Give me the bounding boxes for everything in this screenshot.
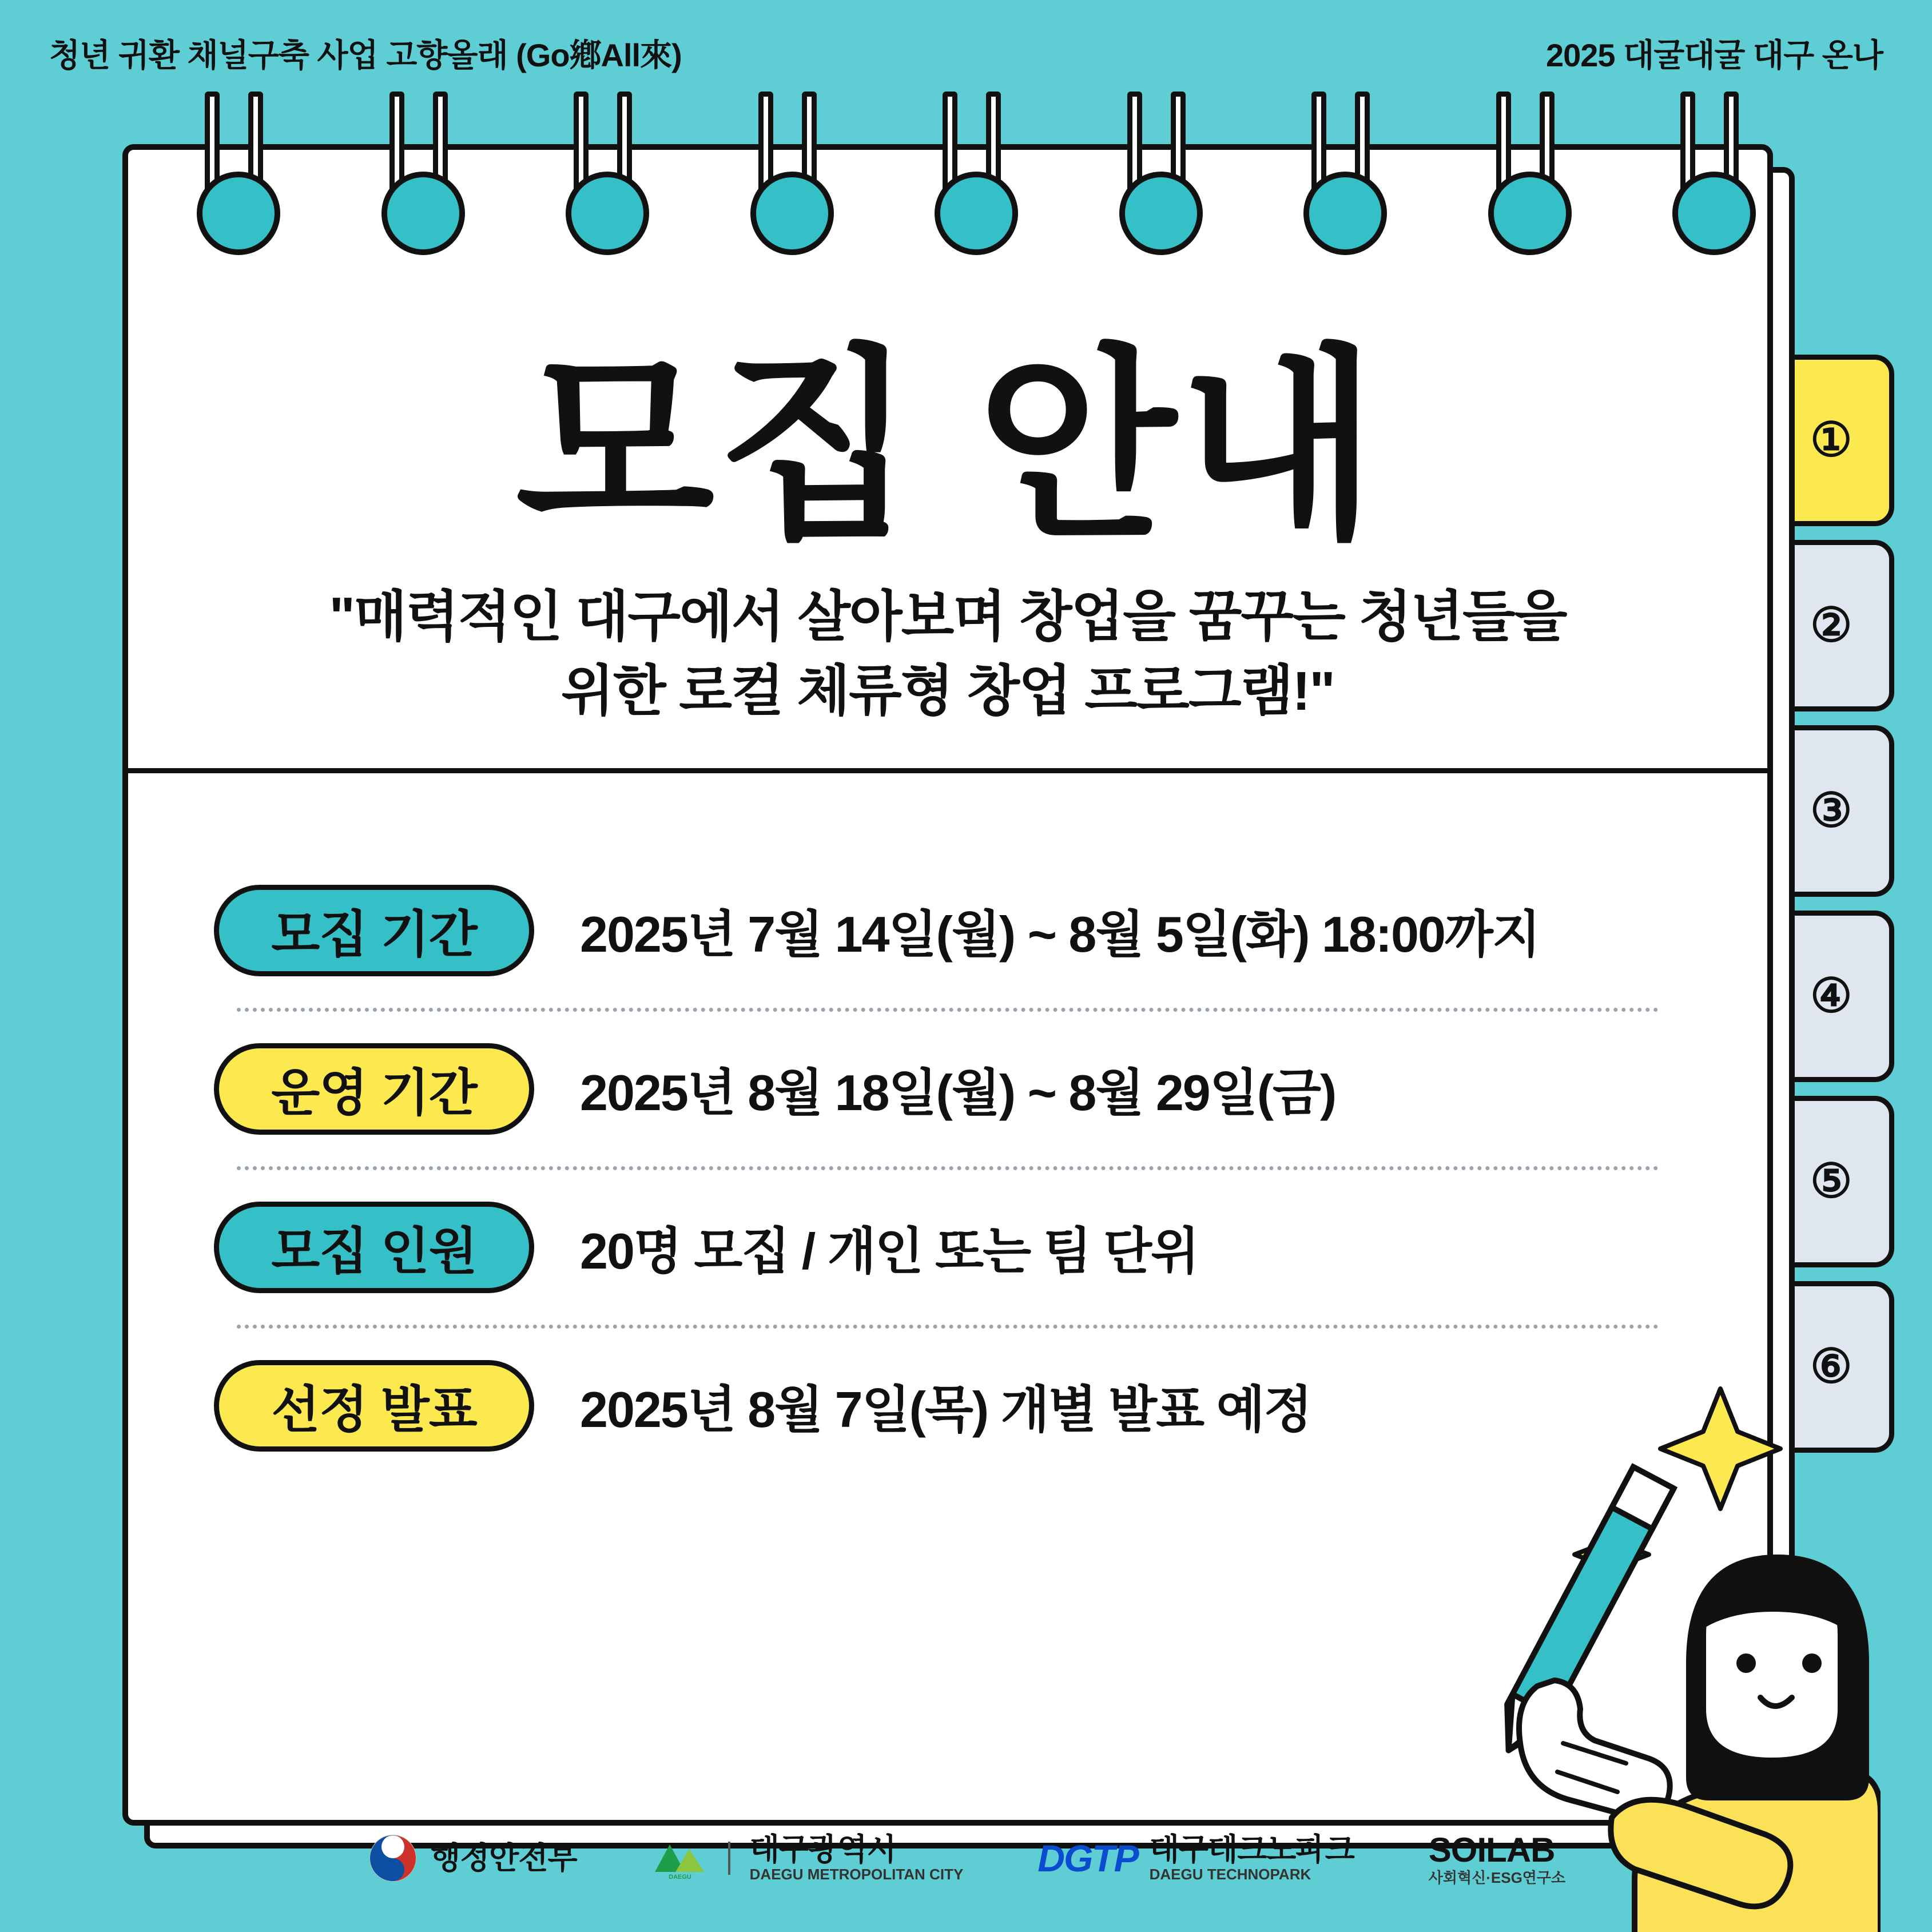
footer-logos [0,1804,1932,1913]
subtitle-line-2: 위한 로컬 체류형 창업 프로그램!" [561,660,1334,722]
row-divider-2 [237,1166,1659,1170]
spiral-ring-icon [1480,92,1577,263]
page-title: 모집 안내 [515,332,1380,562]
tab-page-4-label: ④ [1810,970,1853,1022]
spiral-ring-icon [1111,92,1209,263]
tab-page-5-label: ⑤ [1810,1155,1853,1207]
logo-soilab-wordmark: SOILAB [1428,1831,1555,1870]
daegu-mountain-icon [651,1836,709,1880]
logo-dgtp-wordmark: DGTP [1037,1837,1138,1879]
label-operation-period: 운영 기간 [214,1043,534,1135]
logo-dgtp-label: 대구테크노파크 [1149,1832,1354,1867]
logo-dgtp-sublabel: DAEGU TECHNOPARK [1149,1866,1311,1883]
info-row-announcement [214,1329,1681,1483]
spiral-binding [189,92,1762,275]
logo-daegu-label: 대구광역시 [749,1832,896,1867]
spiral-ring-icon [742,92,840,263]
tab-page-3-label: ③ [1810,785,1853,837]
label-headcount: 모집 인원 [214,1202,534,1293]
spiral-ring-icon [927,92,1024,263]
campaign-title: 2025 대굴대굴 대구 온나 [1545,37,1883,73]
svg-text:DAEGU: DAEGU [668,1874,691,1880]
row-divider-3 [237,1325,1659,1329]
info-list [128,773,1767,1483]
info-row-headcount [214,1170,1681,1325]
logo-mois-label: 행정안전부 [430,1840,577,1875]
spiral-ring-icon [1664,92,1762,263]
logo-daegu-city [651,1834,964,1882]
logo-daegu-sublabel: DAEGU METROPOLITAN CITY [749,1866,964,1883]
value-operation-period: 2025년 8월 18일(월) ~ 8월 29일(금) [580,1064,1336,1122]
info-row-recruit-period [214,853,1681,1008]
notepad-card [122,144,1773,1826]
logo-divider [728,1842,730,1875]
label-recruit-period: 모집 기간 [214,885,534,976]
value-announcement: 2025년 8월 7일(목) 개별 발표 예정 [580,1381,1311,1438]
eye-right-icon [1802,1653,1822,1673]
value-recruit-period: 2025년 7월 14일(월) ~ 8월 5일(화) 18:00까지 [580,906,1540,963]
tab-page-1-label: ① [1810,414,1853,466]
spiral-ring-icon [558,92,655,263]
spiral-ring-icon [189,92,286,263]
value-headcount: 20명 모집 / 개인 또는 팀 단위 [580,1223,1199,1280]
logo-soilab [1429,1830,1565,1886]
subtitle-line-1: "매력적인 대구에서 살아보며 창업을 꿈꾸는 청년들을 [329,586,1567,647]
logo-dgtp [1037,1834,1354,1882]
spiral-ring-icon [373,92,471,263]
spiral-ring-icon [1295,92,1393,263]
row-divider-1 [237,1008,1659,1012]
info-row-operation-period [214,1012,1681,1166]
label-announcement: 선정 발표 [214,1360,534,1452]
tab-page-2-label: ② [1810,599,1853,651]
taegeuk-icon [367,1832,419,1885]
logo-mois [367,1832,577,1885]
program-title: 청년 귀환 채널구축 사업 고향올래 (Go鄕All來) [49,37,682,73]
logo-soilab-sublabel: 사회혁신·ESG연구소 [1428,1869,1566,1887]
tab-page-6-label: ⑥ [1810,1341,1853,1393]
page-subtitle [128,580,1767,728]
top-header [0,27,1932,79]
